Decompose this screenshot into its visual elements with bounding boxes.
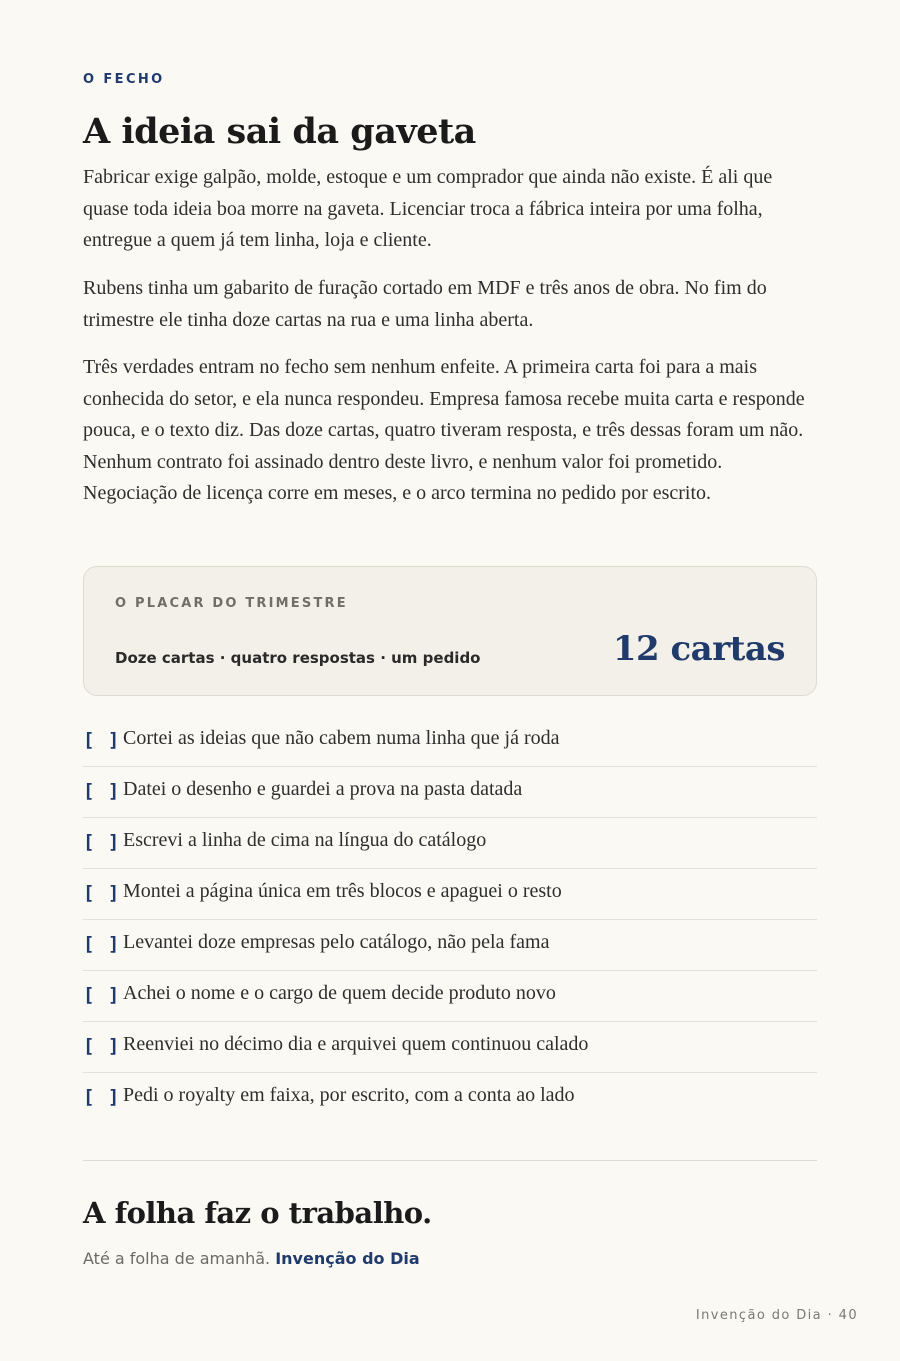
- page-title: A ideia sai da gaveta: [83, 111, 476, 152]
- checklist-item-text: Escrevi a linha de cima na língua do catálogo: [123, 829, 487, 851]
- body-paragraph: Três verdades entram no fecho sem nenhum enfeite. A primeira carta foi para a mais conhecida do setor, e ela nunca respondeu. Empresa famosa recebe muita carta e responde pouca, e o texto diz. Das doze cartas, quatro tiveram resposta, e três dessas foram um não. Nenhum contrato foi assinado dentro deste livro, e nenhum valor foi prometido. Negociação de licença corre em meses, e o arco termina no pedido por escrito.: [83, 356, 805, 504]
- section-divider: [83, 1160, 817, 1161]
- checklist-item: [83, 869, 817, 920]
- checklist-item-text: Reenviei no décimo dia e arquivei quem continuou calado: [123, 1033, 589, 1055]
- scoreboard-value: 12 cartas: [612, 629, 785, 669]
- checklist-item-text: Levantei doze empresas pelo catálogo, não pela fama: [123, 931, 550, 953]
- scoreboard-card: [83, 566, 817, 696]
- checkbox-icon[interactable]: [ ]: [83, 780, 121, 802]
- checklist-item-text: Achei o nome e o cargo de quem decide produto novo: [123, 982, 556, 1004]
- checklist-item-text: Datei o desenho e guardei a prova na pasta datada: [123, 778, 523, 800]
- checklist: [83, 716, 817, 1123]
- body-paragraph: Fabricar exige galpão, molde, estoque e um comprador que ainda não existe. É ali que quase toda ideia boa morre na gaveta. Licenciar troca a fábrica inteira por uma folha, entregue a quem já tem linha, loja e cliente.: [83, 166, 773, 251]
- checkbox-icon[interactable]: [ ]: [83, 1086, 121, 1108]
- checklist-item-text: Montei a página única em três blocos e apaguei o resto: [123, 880, 562, 902]
- checklist-item: [83, 716, 817, 767]
- checkbox-icon[interactable]: [ ]: [83, 984, 121, 1006]
- brand-name: Invenção do Dia: [275, 1249, 420, 1268]
- checklist-item: [83, 1022, 817, 1073]
- checkbox-icon[interactable]: [ ]: [83, 933, 121, 955]
- signoff-text: Até a folha de amanhã.: [83, 1249, 271, 1268]
- scoreboard-label: O PLACAR DO TRIMESTRE: [115, 596, 348, 611]
- checkbox-icon[interactable]: [ ]: [83, 831, 121, 853]
- page-folio: Invenção do Dia · 40: [695, 1308, 858, 1323]
- closing-headline: A folha faz o trabalho.: [83, 1196, 432, 1230]
- section-kicker: O FECHO: [83, 72, 165, 87]
- checklist-item-text: Cortei as ideias que não cabem numa linha que já roda: [123, 727, 560, 749]
- checklist-item: [83, 767, 817, 818]
- checklist-item-text: Pedi o royalty em faixa, por escrito, com a conta ao lado: [123, 1084, 575, 1106]
- scoreboard-summary: Doze cartas · quatro respostas · um pedido: [115, 649, 481, 667]
- checkbox-icon[interactable]: [ ]: [83, 882, 121, 904]
- checkbox-icon[interactable]: [ ]: [83, 1035, 121, 1057]
- checkbox-icon[interactable]: [ ]: [83, 729, 121, 751]
- checklist-item: [83, 818, 817, 869]
- checklist-item: [83, 920, 817, 971]
- checklist-item: [83, 1073, 817, 1123]
- signoff: [83, 1249, 420, 1268]
- body-paragraph: Rubens tinha um gabarito de furação cortado em MDF e três anos de obra. No fim do trimestre ele tinha doze cartas na rua e uma linha aberta.: [83, 277, 767, 331]
- checklist-item: [83, 971, 817, 1022]
